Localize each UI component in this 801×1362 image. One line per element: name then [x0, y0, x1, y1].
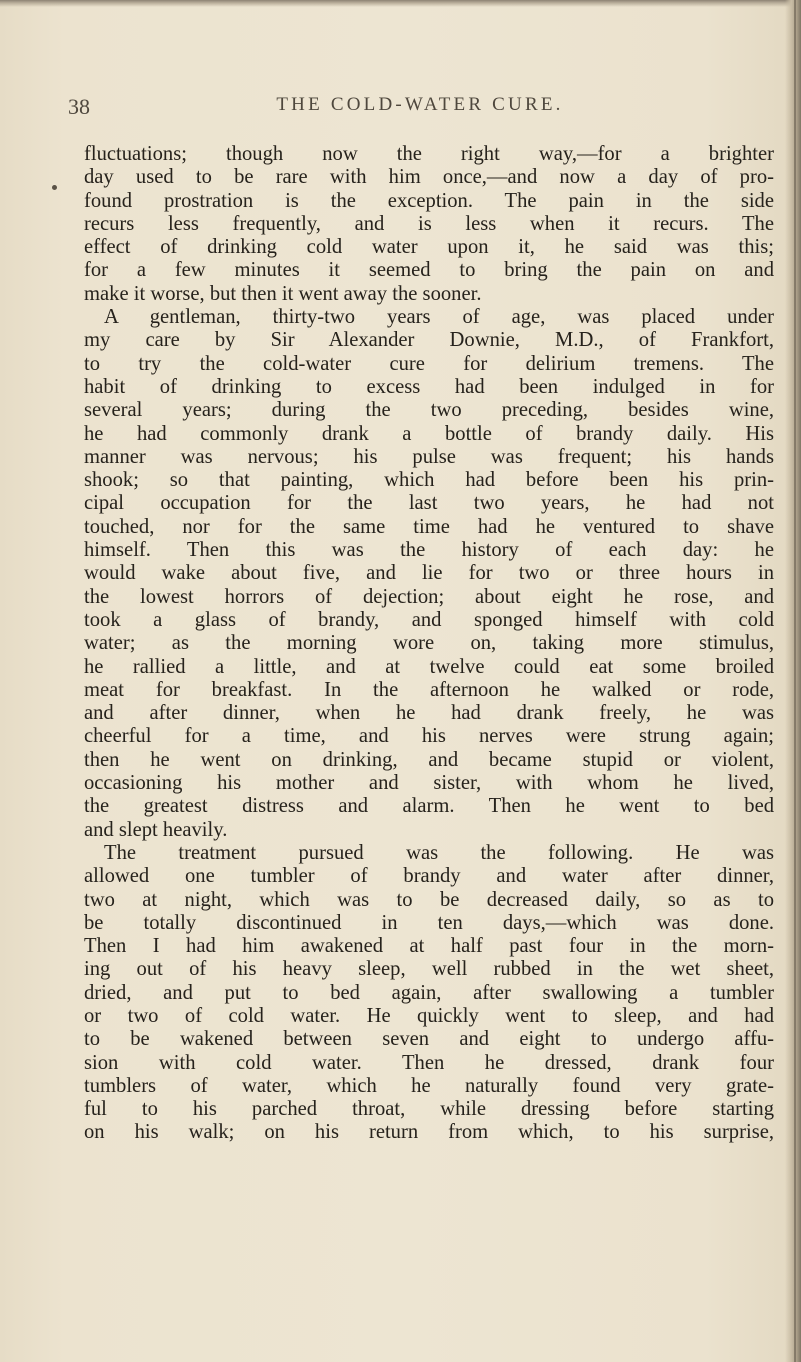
text-line: recurs less frequently, and is less when it recurs. The: [84, 212, 774, 235]
text-line: he had commonly drank a bottle of brandy daily. His: [84, 422, 774, 445]
text-line: fluctuations; though now the right way,—for a brighter: [84, 143, 774, 165]
text-line: and slept heavily.: [84, 818, 228, 841]
text-line: dried, and put to bed again, after swallowing a tumbler: [84, 981, 774, 1004]
text-line: cipal occupation for the last two years, he had not: [84, 492, 774, 515]
page-number: 38: [68, 94, 90, 119]
text-line: ing out of his heavy sleep, well rubbed in the wet sheet,: [84, 958, 774, 981]
text-line: A gentleman, thirty-two years of age, was placed under: [104, 306, 774, 329]
text-line: himself. Then this was the history of each day: he: [84, 539, 774, 562]
text-line: occasioning his mother and sister, with whom he lived,: [84, 772, 774, 795]
text-line: found prostration is the exception. The pain in the side: [84, 189, 774, 212]
text-line: took a glass of brandy, and sponged himself with cold: [84, 608, 774, 631]
text-line: meat for breakfast. In the afternoon he walked or rode,: [84, 678, 774, 701]
text-line: The treatment pursued was the following. He was: [104, 841, 774, 864]
ink-speck: [52, 185, 57, 190]
page-gutter-line: [794, 0, 796, 1362]
text-line: to try the cold-water cure for delirium tremens. The: [84, 352, 774, 375]
text-line: touched, nor for the same time had he ventured to shave: [84, 515, 774, 538]
text-line: and after dinner, when he had drank freely, he was: [84, 702, 774, 725]
text-line: on his walk; on his return from which, to his surprise,: [84, 1121, 774, 1144]
text-line: tumblers of water, which he naturally found very grate-: [84, 1074, 774, 1097]
page-top-shadow: [0, 0, 801, 7]
text-line: cheerful for a time, and his nerves were strung again;: [84, 725, 774, 748]
text-line: manner was nervous; his pulse was frequent; his hands: [84, 445, 774, 468]
running-title: THE COLD-WATER CURE.: [276, 94, 564, 115]
text-line: make it worse, but then it went away the sooner.: [84, 282, 482, 305]
text-line: effect of drinking cold water upon it, he said was this;: [84, 236, 774, 259]
text-line: allowed one tumbler of brandy and water after dinner,: [84, 865, 774, 888]
text-line: my care by Sir Alexander Downie, M.D., of Frankfort,: [84, 329, 774, 352]
text-line: would wake about five, and lie for two or three hours in: [84, 562, 774, 585]
text-line: he rallied a little, and at twelve could eat some broiled: [84, 655, 774, 678]
text-line: be totally discontinued in ten days,—which was done.: [84, 911, 774, 934]
text-line: the lowest horrors of dejection; about eight he rose, and: [84, 585, 774, 608]
text-line: Then I had him awakened at half past four in the morn-: [84, 935, 774, 958]
text-line: to be wakened between seven and eight to undergo affu-: [84, 1028, 774, 1051]
text-line: water; as the morning wore on, taking more stimulus,: [84, 632, 774, 655]
text-line: several years; during the two preceding, besides wine,: [84, 399, 774, 422]
text-line: two at night, which was to be decreased daily, so as to: [84, 888, 774, 911]
page-right-edge: [785, 0, 801, 1362]
text-line: sion with cold water. Then he dressed, drank four: [84, 1051, 774, 1074]
text-line: habit of drinking to excess had been indulged in for: [84, 375, 774, 398]
text-line: ful to his parched throat, while dressing before starting: [84, 1098, 774, 1121]
text-line: for a few minutes it seemed to bring the pain on and: [84, 259, 774, 282]
running-head: [68, 94, 772, 124]
text-line: day used to be rare with him once,—and now a day of pro-: [84, 166, 774, 189]
text-line: or two of cold water. He quickly went to sleep, and had: [84, 1004, 774, 1027]
text-line: the greatest distress and alarm. Then he went to bed: [84, 795, 774, 818]
text-line: then he went on drinking, and became stupid or violent,: [84, 748, 774, 771]
body-text: [84, 143, 774, 1145]
text-line: shook; so that painting, which had before been his prin-: [84, 469, 774, 492]
